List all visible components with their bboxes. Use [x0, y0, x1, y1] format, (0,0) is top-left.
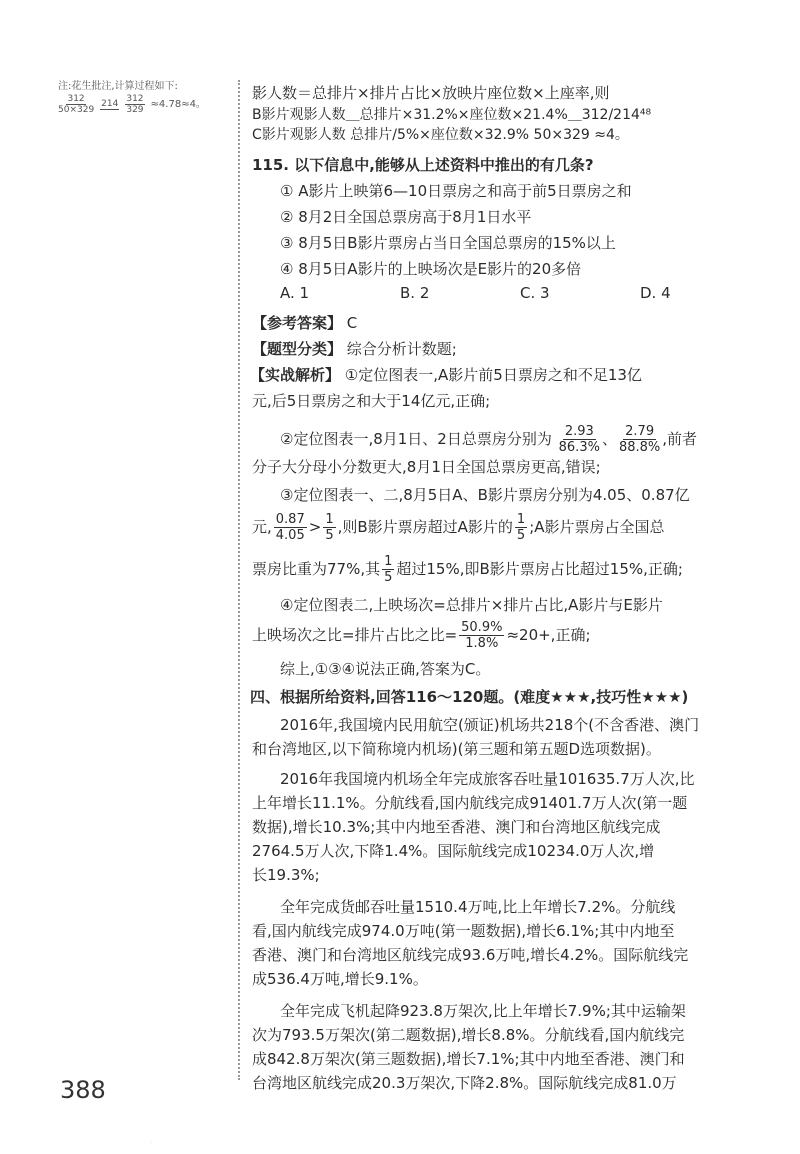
analysis-point-3: ③定位图表一、二,8月5日A、B影片票房分别为4.05、0.87亿	[280, 486, 690, 504]
margin-divider	[238, 80, 246, 1080]
section-4-title: 四、根据所给资料,回答116～120题。(难度★★★,技巧性★★★)	[250, 688, 689, 706]
scan-mark: ·	[150, 1140, 152, 1147]
intro-line-1: 影人数＝总排片×排片占比×放映片座位数×上座率,则	[252, 84, 610, 102]
para-4-line-2: 次为793.5万架次(第二题数据),增长8.8%。分航线看,国内航线完	[252, 1026, 685, 1044]
para-4-line-4: 台湾地区航线完成20.3万架次,下降2.8%。国际航线完成81.0万	[252, 1074, 677, 1092]
para-3-line-4: 成536.4万吨,增长9.1%。	[252, 970, 428, 988]
option-d: D. 4	[640, 284, 671, 302]
option-a: A. 1	[280, 284, 310, 302]
para-1-line-1: 2016年,我国境内民用航空(颁证)机场共218个(不含香港、澳门	[280, 716, 700, 734]
para-3-line-1: 全年完成货邮吞吐量1510.4万吨,比上年增长7.2%。分航线	[280, 898, 676, 916]
fraction: $\frac{0.87}{4.05}$	[275, 512, 305, 543]
margin-note-text: 注:花生批注,计算过程如下:	[58, 81, 178, 92]
page-number: 388	[60, 1076, 106, 1104]
fraction: $\frac{1}{5}$	[516, 512, 526, 543]
analysis-line-p2b: 分子大分母小分数更大,8月1日全国总票房更高,错误;	[252, 458, 601, 476]
para-4-line-1: 全年完成飞机起降923.8万架次,比上年增长7.9%;其中运输架	[280, 1002, 686, 1020]
question-item-2: ② 8月2日全国总票房高于8月1日水平	[280, 208, 532, 226]
question-115-title: 115. 以下信息中,能够从上述资料中推出的有几条?	[252, 156, 594, 174]
analysis-line-1: 【实战解析】 ①定位图表一,A影片前5日票房之和不足13亿	[250, 366, 642, 384]
analysis-point-4: ④定位图表二,上映场次=总排片×排片占比,A影片与E影片	[280, 596, 663, 614]
para-2-line-1: 2016年我国境内机场全年完成旅客吞吐量101635.7万人次,比	[280, 770, 695, 788]
analysis-line-p4b: 上映场次之比=排片占比之比= $\frac{50.9\%}{1.8\%}$ ≈20+,正确;	[252, 620, 591, 651]
para-3-line-2: 看,国内航线完成974.0万吨(第一题数据),增长6.1%;其中内地至	[252, 922, 675, 940]
option-b: B. 2	[400, 284, 430, 302]
fraction: $\frac{2.79}{88.8\%}$	[618, 424, 661, 455]
margin-fraction: $\frac{312}{329}$	[126, 94, 144, 115]
analysis-line-p3c: 票房比重为77%,其 $\frac{1}{5}$ 超过15%,即B影片票房占比超过15%,正确;	[252, 554, 683, 585]
para-2-line-2: 上年增长11.1%。分航线看,国内航线完成91401.7万人次(第一题	[252, 794, 688, 812]
analysis-point-2: ②定位图表一,8月1日、2日总票房分别为 $\frac{2.93}{86.3\%}$ 、 $\frac{2.79}{88.8\%}$ ,前者	[280, 424, 698, 455]
margin-fraction: 214	[101, 99, 119, 109]
question-category: 【题型分类】 综合分析计数题;	[252, 340, 457, 358]
option-c: C. 3	[520, 284, 550, 302]
para-2-line-5: 长19.3%;	[252, 866, 320, 884]
question-item-1: ① A影片上映第6—10日票房之和高于前5日票房之和	[280, 182, 632, 200]
question-item-4: ④ 8月5日A影片的上映场次是E影片的20多倍	[280, 260, 582, 278]
analysis-line-p3b: 元, $\frac{0.87}{4.05}$ > $\frac{1}{5}$ ,则B影片票房超过A影片的 $\frac{1}{5}$ ;A影片票房占全国总	[252, 512, 665, 543]
analysis-line-2: 元,后5日票房之和大于14亿元,正确;	[252, 392, 491, 410]
fraction: $\frac{1}{5}$	[325, 512, 334, 543]
para-2-line-4: 2764.5万人次,下降1.4%。国际航线完成10234.0万人次,增	[252, 842, 655, 860]
margin-note-calc: 312 50×329 214 $\frac{312}{329}$ ≈4.78≈4。	[58, 94, 206, 115]
question-item-3: ③ 8月5日B影片票房占当日全国总票房的15%以上	[280, 234, 616, 252]
intro-line-3: C影片观影人数 总排片/5%×座位数×32.9% 50×329 ≈4。	[252, 127, 629, 143]
fraction: $\frac{1}{5}$	[384, 554, 393, 585]
para-3-line-3: 香港、澳门和台湾地区航线完成93.6万吨,增长4.2%。国际航线完	[252, 946, 689, 964]
para-1-line-2: 和台湾地区,以下简称境内机场)(第三题和第五题D选项数据)。	[252, 740, 661, 758]
fraction: $\frac{50.9\%}{1.8\%}$	[461, 620, 503, 651]
intro-line-2: B影片观影人数＿总排片×31.2%×座位数×21.4%＿312/214⁴⁸	[252, 107, 652, 123]
para-2-line-3: 数据),增长10.3%;其中内地至香港、澳门和台湾地区航线完成	[252, 818, 661, 836]
analysis-conclusion: 综上,①③④说法正确,答案为C。	[280, 660, 491, 678]
answer-options	[252, 284, 760, 302]
fraction: $\frac{2.93}{86.3\%}$	[558, 424, 600, 455]
reference-answer: 【参考答案】 C	[252, 314, 358, 332]
margin-note	[58, 80, 236, 115]
margin-fraction: 312 50×329	[58, 94, 95, 115]
para-4-line-3: 成842.8万架次(第三题数据),增长7.1%;其中内地至香港、澳门和	[252, 1050, 685, 1068]
